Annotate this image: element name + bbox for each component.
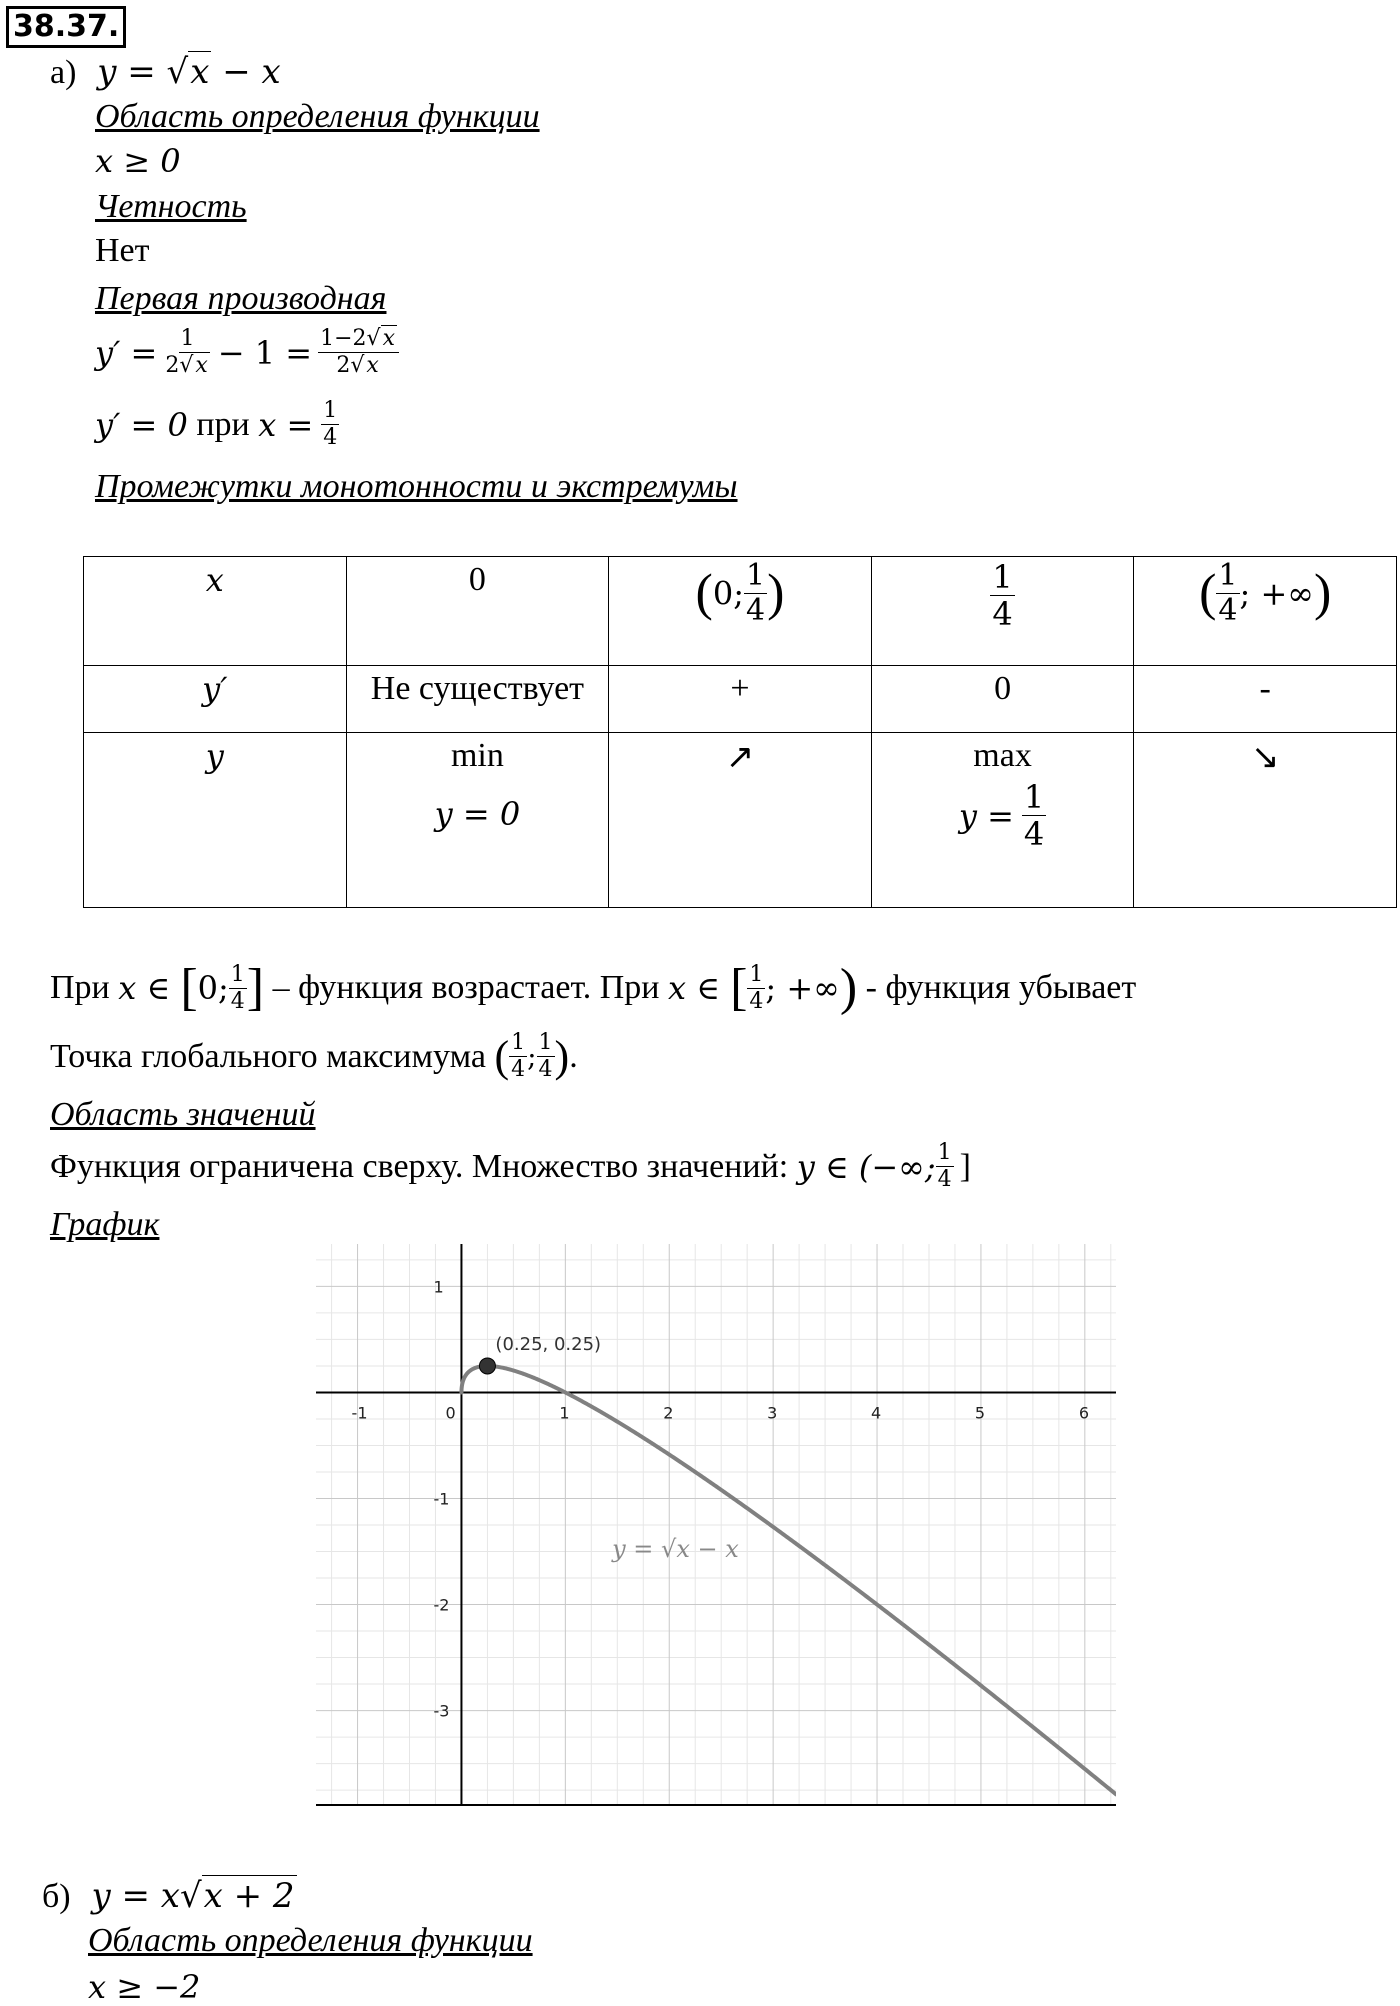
max-point-label: (0.25, 0.25) xyxy=(495,1333,602,1355)
part-a-label: а) xyxy=(50,54,77,91)
table-row-y xyxy=(84,733,1397,908)
x-tick-label: -1 xyxy=(351,1403,368,1423)
derivative-minus-one: − 1 = xyxy=(217,333,313,372)
function-graph xyxy=(316,1244,1116,1806)
table-row-derivative xyxy=(84,666,1397,733)
cell-x-quarter xyxy=(871,557,1134,666)
conclusion-x1: x ∈ xyxy=(118,969,181,1007)
range-text: Функция ограничена сверху. Множество значений: xyxy=(50,1147,797,1185)
cell-x-head: x xyxy=(205,561,224,599)
y-tick-label: -3 xyxy=(433,1701,450,1721)
cell-y-max-num: 1 xyxy=(1023,778,1045,816)
graph-heading: График xyxy=(50,1206,160,1243)
cell-y-interval-1: ↗ xyxy=(609,733,872,908)
global-max-den2: 4 xyxy=(538,1057,553,1082)
max-point xyxy=(479,1358,495,1374)
table-row-x xyxy=(84,557,1397,666)
cell-dy-quarter: 0 xyxy=(871,666,1134,733)
range-heading: Область значений xyxy=(50,1096,316,1133)
conclusion-p2: – функция возрастает. При xyxy=(264,969,668,1006)
part-a-title: а) y = √x − x xyxy=(50,52,281,92)
frac1-den-coef: 2 xyxy=(165,353,180,378)
zero-num: 1 xyxy=(323,398,338,423)
cell-dy-head: y′ xyxy=(202,670,228,708)
y-tick-label: 1 xyxy=(433,1277,444,1297)
derivative-frac-2: $\frac{1-2√x}{2√x}$ xyxy=(318,328,399,377)
cell-y-min-label: min xyxy=(450,737,504,774)
cell-x-interval-1-pre: 0; xyxy=(712,574,744,613)
cell-y-head: y xyxy=(205,737,224,775)
parity-heading: Четность xyxy=(95,188,247,225)
x-tick-label: 4 xyxy=(871,1403,882,1423)
domain-heading: Область определения функции xyxy=(95,98,540,135)
frac2-num-sqrt: x xyxy=(382,326,395,351)
cell-x-interval-2-post: ; +∞ xyxy=(1239,574,1314,613)
x-tick-label: 5 xyxy=(974,1403,986,1423)
derivative-frac-1: $\frac{1}{2√x}$ xyxy=(165,326,208,378)
global-max-num1: 1 xyxy=(511,1030,526,1055)
global-max-den1: 4 xyxy=(511,1057,526,1082)
part-b-domain-value: x ≥ −2 xyxy=(88,1968,201,2006)
conclusion-int1-pre: 0; xyxy=(197,969,229,1007)
monotonic-conclusion: При x ∈ [ 0; $\frac{1}{4}$ ] – функция возрастает. При x ∈ [ $\frac{1}{4}$ ; +∞ ) - функция убывает xyxy=(50,959,1137,1016)
conclusion-int1-num: 1 xyxy=(230,961,245,987)
part-b-label: б) xyxy=(42,1878,71,1915)
cell-y-max-label: max xyxy=(973,737,1032,774)
x-tick-label: 0 xyxy=(445,1403,456,1423)
frac2-den-coef: 2 xyxy=(336,353,351,378)
conclusion-x2: x ∈ xyxy=(668,969,731,1007)
range-num: 1 xyxy=(937,1140,952,1165)
part-b-sqrt-arg: x + 2 xyxy=(203,1876,295,1916)
monotonic-heading: Промежутки монотонности и экстремумы xyxy=(95,468,738,505)
x-tick-label: 3 xyxy=(767,1403,778,1423)
cell-dy-0: Не существует xyxy=(346,666,609,733)
cell-x-0: 0 xyxy=(346,557,609,666)
y-tick-label: -1 xyxy=(433,1489,450,1509)
y-tick-label: -2 xyxy=(433,1595,450,1615)
conclusion-int2-num: 1 xyxy=(749,961,764,987)
conclusion-int1-den: 4 xyxy=(230,988,245,1014)
cell-y-max-den: 4 xyxy=(1023,815,1045,853)
part-b-title: б) y = x√x + 2 xyxy=(42,1876,295,1916)
monotonic-table xyxy=(83,556,1397,908)
conclusion-p3: - функция убывает xyxy=(857,969,1137,1006)
derivative-heading: Первая производная xyxy=(95,280,387,317)
derivative-formula xyxy=(95,328,399,377)
global-max-end: . xyxy=(569,1037,578,1075)
cell-x-quarter-den: 4 xyxy=(992,595,1013,633)
cell-y-max-eq: y = xyxy=(958,796,1014,835)
domain-value: x ≥ 0 xyxy=(95,142,181,180)
zero-var: x = xyxy=(258,405,314,444)
frac2-num-pre: 1−2 xyxy=(320,326,367,351)
x-tick-label: 1 xyxy=(559,1403,570,1423)
x-tick-label: 2 xyxy=(663,1403,674,1423)
cell-x-interval-2-num: 1 xyxy=(1218,558,1238,593)
global-max: Точка глобального максимума ( $\frac{1}{4}$ ; $\frac{1}{4}$ ) . xyxy=(50,1030,578,1082)
parity-value: Нет xyxy=(95,232,150,269)
curve-line xyxy=(461,1366,1116,1794)
cell-dy-interval-2: - xyxy=(1134,666,1397,733)
cell-dy-interval-1: + xyxy=(609,666,872,733)
cell-y-quarter xyxy=(871,733,1134,908)
curve-label: y = √x − x xyxy=(612,1534,739,1563)
global-max-text: Точка глобального максимума xyxy=(50,1037,495,1075)
derivative-zero xyxy=(95,400,339,449)
conclusion-int2-post: ; +∞ xyxy=(765,969,840,1007)
frac2-den-sqrt: x xyxy=(366,353,379,378)
range-statement xyxy=(50,1142,971,1191)
cell-x-interval-1-den: 4 xyxy=(746,593,766,628)
cell-x-interval-1: (0; $\frac{1}{4}$ ) xyxy=(609,557,872,666)
part-a-lhs: y xyxy=(97,52,117,92)
global-max-num2: 1 xyxy=(538,1030,553,1055)
cell-x-interval-2-den: 4 xyxy=(1218,593,1238,628)
zero-lhs: y′ = 0 xyxy=(95,405,188,444)
zero-word: при xyxy=(187,405,259,443)
cell-x-interval-2: ( $\frac{1}{4}$ ; +∞) xyxy=(1134,557,1397,666)
zero-den: 4 xyxy=(323,425,338,450)
cell-y-0 xyxy=(346,733,609,908)
problem-number: 38.37. xyxy=(6,6,126,48)
part-a-sqrt-arg: x xyxy=(190,52,210,92)
part-a-tail: − x xyxy=(222,52,281,92)
conclusion-p1: При xyxy=(50,969,119,1006)
frac1-den-sqrt: x xyxy=(195,353,208,378)
cell-y-interval-2: ↘ xyxy=(1134,733,1397,908)
conclusion-int2-den: 4 xyxy=(749,988,764,1014)
part-b-lhs: y = x xyxy=(91,1876,180,1916)
derivative-lhs: y′ = xyxy=(95,333,158,372)
range-math: y ∈ (−∞; xyxy=(796,1147,936,1186)
cell-x-quarter-num: 1 xyxy=(992,558,1013,596)
cell-x-interval-1-num: 1 xyxy=(746,558,766,593)
part-b-domain-heading: Область определения функции xyxy=(88,1922,533,1959)
range-end: ] xyxy=(959,1147,971,1185)
cell-y-min-value: y = 0 xyxy=(434,795,521,833)
frac1-num: 1 xyxy=(180,326,195,351)
zero-frac xyxy=(321,400,339,449)
x-tick-label: 6 xyxy=(1078,1403,1090,1423)
range-den: 4 xyxy=(937,1167,952,1192)
